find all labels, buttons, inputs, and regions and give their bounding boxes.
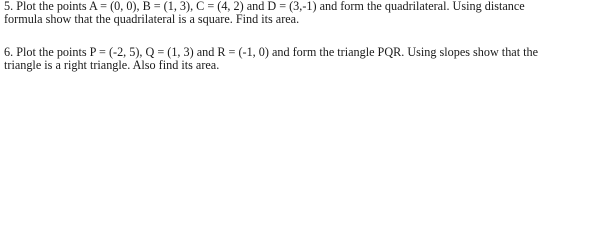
question-6-line-2: triangle is a right triangle. Also find its area. bbox=[4, 57, 220, 72]
question-5-line-1: 5. Plot the points A = (0, 0), B = (1, 3), C = (4, 2) and D = (3,-1) and form the quadrilateral. Using distance bbox=[4, 0, 525, 13]
question-6-line-1: 6. Plot the points P = (-2, 5), Q = (1, 3) and R = (-1, 0) and form the triangle PQR. Using slopes show that the bbox=[4, 45, 539, 59]
question-5-line-2: formula show that the quadrilateral is a square. Find its area. bbox=[4, 11, 300, 26]
question-6 bbox=[4, 46, 594, 71]
document-page bbox=[0, 0, 598, 90]
question-5 bbox=[4, 0, 594, 25]
